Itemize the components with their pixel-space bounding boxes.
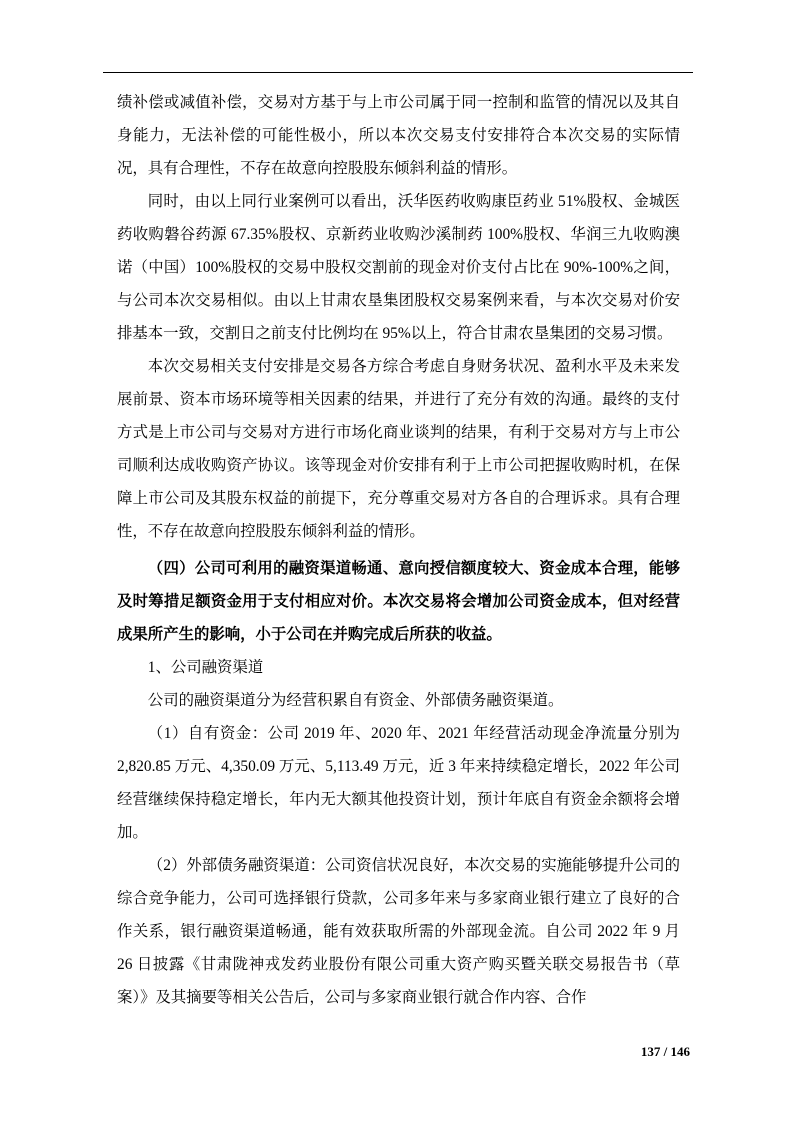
paragraph-industry-cases: 同时，由以上同行业案例可以看出，沃华医药收购康臣药业 51%股权、金城医药收购磐谷药源 67.35%股权、京新药业收购沙溪制药 100%股权、华润三九收购澳诺（中国）100%股权的交易中股权交割前的现金对价支付占比在 90%-100%之间，与公司本次交易相似。由以上甘肃农垦集团股权交易案例来看，与本次交易对价安排基本一致，交割日之前支付比例均在 95%以上，符合甘肃农垦集团的交易习惯。	[117, 193, 680, 342]
page-content	[117, 86, 680, 1014]
paragraph-external-debt: （2）外部债务融资渠道：公司资信状况良好，本次交易的实施能够提升公司的综合竞争能力，公司可选择银行贷款，公司多年来与多家商业银行建立了良好的合作关系，银行融资渠道畅通，能有效获取所需的外部现金流。自公司 2022 年 9 月 26 日披露《甘肃陇神戎发药业股份有限公司重大资产购买暨关联交易报告书（草案）》及其摘要等相关公告后，公司与多家商业银行就合作内容、合作	[117, 857, 680, 1006]
paragraph-continuation: 绩补偿或减值补偿，交易对方基于与上市公司属于同一控制和监管的情况以及其自身能力，无法补偿的可能性极小，所以本次交易支付安排符合本次交易的实际情况，具有合理性，不存在故意向控股股东倾斜利益的情形。	[117, 94, 680, 177]
subsection-heading-channels: 1、公司融资渠道	[147, 659, 264, 676]
paragraph-own-funds: （1）自有资金：公司 2019 年、2020 年、2021 年经营活动现金净流量分别为 2,820.85 万元、4,350.09 万元、5,113.49 万元，近 3 年来持续稳定增长，2022 年公司经营继续保持稳定增长，年内无大额其他投资计划，预计年底自有资金余额将会增加。	[117, 725, 680, 841]
page-top-rule	[103, 72, 693, 73]
paragraph-payment-arrangement: 本次交易相关支付安排是交易各方综合考虑自身财务状况、盈利水平及未来发展前景、资本市场环境等相关因素的结果，并进行了充分有效的沟通。最终的支付方式是上市公司与交易对方进行市场化商业谈判的结果，有利于交易对方与上市公司顺利达成收购资产协议。该等现金对价安排有利于上市公司把握收购时机，在保障上市公司及其股东权益的前提下，充分尊重交易对方各自的合理诉求。具有合理性，不存在故意向控股股东倾斜利益的情形。	[117, 358, 680, 540]
page-number: 137 / 146	[640, 1044, 690, 1059]
section-heading-financing: （四）公司可利用的融资渠道畅通、意向授信额度较大、资金成本合理，能够及时筹措足额资金用于支付相应对价。本次交易将会增加公司资金成本，但对经营成果所产生的影响，小于公司在并购完成后所获的收益。	[117, 560, 680, 643]
paragraph-channel-overview: 公司的融资渠道分为经营积累自有资金、外部债务融资渠道。	[147, 692, 564, 709]
